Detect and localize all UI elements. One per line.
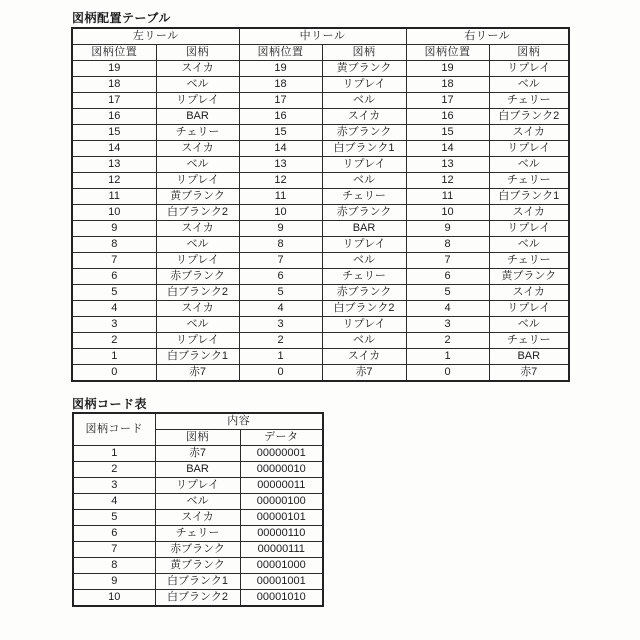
symbol-position-cell: 11 (239, 189, 322, 205)
symbol-cell: スイカ (156, 221, 239, 237)
content-header: 内容 (155, 413, 323, 430)
position-header-right: 図柄位置 (406, 45, 489, 61)
code-cell: 9 (73, 574, 155, 590)
symbol-position-cell: 19 (406, 61, 489, 77)
symbol-header-right: 図柄 (489, 45, 569, 61)
symbol-cell: チェリー (322, 189, 406, 205)
code-header-row-1 (73, 413, 323, 430)
reel-name-row (72, 28, 569, 45)
code-row (73, 478, 323, 494)
symbol-cell: リプレイ (489, 141, 569, 157)
symbol-position-cell: 14 (72, 141, 156, 157)
code-symbol-cell: スイカ (155, 510, 240, 526)
symbol-position-cell: 1 (406, 349, 489, 365)
code-data-cell: 00000010 (240, 462, 323, 478)
code-symbol-cell: 赤ブランク (155, 542, 240, 558)
symbol-cell: スイカ (322, 349, 406, 365)
symbol-cell: スイカ (322, 109, 406, 125)
arrangement-row (72, 333, 569, 349)
symbol-header-middle: 図柄 (322, 45, 406, 61)
symbol-position-cell: 11 (72, 189, 156, 205)
symbol-position-cell: 13 (406, 157, 489, 173)
symbol-cell: 白ブランク2 (489, 109, 569, 125)
symbol-cell: 黄ブランク (156, 189, 239, 205)
arrangement-table (71, 27, 570, 382)
symbol-position-cell: 5 (239, 285, 322, 301)
reel-name-left: 左リール (72, 28, 239, 45)
symbol-cell: 赤ブランク (322, 285, 406, 301)
arrangement-table-body (72, 61, 569, 382)
symbol-cell: BAR (322, 221, 406, 237)
symbol-cell: リプレイ (489, 61, 569, 77)
symbol-cell: 赤7 (156, 365, 239, 382)
symbol-position-cell: 12 (406, 173, 489, 189)
symbol-cell: スイカ (156, 141, 239, 157)
code-cell: 7 (73, 542, 155, 558)
symbol-position-cell: 0 (239, 365, 322, 382)
code-symbol-cell: チェリー (155, 526, 240, 542)
arrangement-row (72, 141, 569, 157)
symbol-cell: スイカ (489, 285, 569, 301)
symbol-position-cell: 0 (72, 365, 156, 382)
arrangement-row (72, 93, 569, 109)
code-symbol-cell: 黄ブランク (155, 558, 240, 574)
symbol-cell: リプレイ (322, 317, 406, 333)
code-row (73, 462, 323, 478)
symbol-position-cell: 17 (406, 93, 489, 109)
symbol-cell: ベル (156, 157, 239, 173)
symbol-cell: 赤7 (489, 365, 569, 382)
symbol-position-cell: 8 (406, 237, 489, 253)
arrangement-row (72, 253, 569, 269)
symbol-cell: 黄ブランク (489, 269, 569, 285)
code-row (73, 510, 323, 526)
code-data-cell: 00000110 (240, 526, 323, 542)
symbol-position-cell: 7 (406, 253, 489, 269)
symbol-position-cell: 1 (72, 349, 156, 365)
code-data-cell: 00000011 (240, 478, 323, 494)
symbol-position-cell: 8 (72, 237, 156, 253)
symbol-position-cell: 6 (406, 269, 489, 285)
symbol-cell: リプレイ (156, 333, 239, 349)
arrangement-row (72, 109, 569, 125)
arrangement-row (72, 61, 569, 77)
symbol-position-cell: 13 (239, 157, 322, 173)
symbol-cell: 赤ブランク (156, 269, 239, 285)
arrangement-row (72, 365, 569, 382)
symbol-position-cell: 6 (72, 269, 156, 285)
symbol-position-cell: 4 (72, 301, 156, 317)
symbol-position-cell: 15 (72, 125, 156, 141)
code-symbol-cell: ベル (155, 494, 240, 510)
code-table-title: 図柄コード表 (72, 397, 148, 411)
code-table-head (73, 413, 323, 446)
code-data-cell: 00000100 (240, 494, 323, 510)
symbol-position-cell: 4 (239, 301, 322, 317)
symbol-position-cell: 10 (72, 205, 156, 221)
symbol-cell: リプレイ (489, 221, 569, 237)
symbol-position-cell: 10 (406, 205, 489, 221)
reel-name-right: 右リール (406, 28, 569, 45)
symbol-cell: リプレイ (489, 301, 569, 317)
symbol-cell: チェリー (489, 253, 569, 269)
arrangement-row (72, 205, 569, 221)
symbol-position-cell: 18 (72, 77, 156, 93)
symbol-position-cell: 12 (239, 173, 322, 189)
symbol-position-cell: 8 (239, 237, 322, 253)
arrangement-row (72, 77, 569, 93)
symbol-cell: 白ブランク2 (156, 285, 239, 301)
symbol-position-cell: 13 (72, 157, 156, 173)
arrangement-table-head (72, 28, 569, 61)
code-cell: 8 (73, 558, 155, 574)
arrangement-row (72, 269, 569, 285)
symbol-cell: リプレイ (322, 157, 406, 173)
code-row (73, 558, 323, 574)
symbol-cell: ベル (489, 157, 569, 173)
code-table (72, 412, 324, 607)
symbol-cell: スイカ (489, 125, 569, 141)
symbol-position-cell: 12 (72, 173, 156, 189)
code-cell: 3 (73, 478, 155, 494)
column-header-row (72, 45, 569, 61)
symbol-cell: チェリー (489, 333, 569, 349)
code-row (73, 574, 323, 590)
symbol-cell: スイカ (156, 61, 239, 77)
symbol-cell: ベル (156, 237, 239, 253)
symbol-position-cell: 3 (239, 317, 322, 333)
code-cell: 2 (73, 462, 155, 478)
symbol-cell: リプレイ (322, 237, 406, 253)
symbol-position-cell: 0 (406, 365, 489, 382)
symbol-position-cell: 19 (239, 61, 322, 77)
symbol-position-cell: 15 (406, 125, 489, 141)
reel-name-middle: 中リール (239, 28, 406, 45)
code-cell: 1 (73, 446, 155, 462)
symbol-position-cell: 2 (406, 333, 489, 349)
symbol-header-left: 図柄 (156, 45, 239, 61)
symbol-cell: ベル (322, 173, 406, 189)
code-symbol-cell: BAR (155, 462, 240, 478)
symbol-position-cell: 6 (239, 269, 322, 285)
arrangement-row (72, 221, 569, 237)
symbol-cell: ベル (489, 317, 569, 333)
arrangement-row (72, 173, 569, 189)
symbol-position-cell: 4 (406, 301, 489, 317)
code-data-cell: 00000001 (240, 446, 323, 462)
symbol-position-cell: 19 (72, 61, 156, 77)
symbol-position-cell: 5 (72, 285, 156, 301)
symbol-cell: 赤ブランク (322, 205, 406, 221)
code-row (73, 542, 323, 558)
arrangement-row (72, 285, 569, 301)
symbol-position-cell: 18 (406, 77, 489, 93)
code-symbol-cell: リプレイ (155, 478, 240, 494)
symbol-position-cell: 15 (239, 125, 322, 141)
code-data-header: データ (240, 430, 323, 446)
symbol-position-cell: 17 (239, 93, 322, 109)
code-row (73, 446, 323, 462)
symbol-position-cell: 2 (239, 333, 322, 349)
symbol-cell: 白ブランク1 (322, 141, 406, 157)
position-header-left: 図柄位置 (72, 45, 156, 61)
arrangement-row (72, 157, 569, 173)
symbol-cell: リプレイ (156, 173, 239, 189)
symbol-position-cell: 10 (239, 205, 322, 221)
code-symbol-header: 図柄 (155, 430, 240, 446)
code-row (73, 494, 323, 510)
arrangement-row (72, 349, 569, 365)
code-symbol-cell: 白ブランク2 (155, 590, 240, 607)
symbol-cell: ベル (156, 317, 239, 333)
symbol-position-cell: 9 (406, 221, 489, 237)
arrangement-table-title: 図柄配置テーブル (72, 11, 171, 25)
symbol-cell: チェリー (156, 125, 239, 141)
code-symbol-cell: 白ブランク1 (155, 574, 240, 590)
symbol-position-cell: 16 (406, 109, 489, 125)
code-cell: 10 (73, 590, 155, 607)
symbol-cell: BAR (489, 349, 569, 365)
symbol-cell: 白ブランク1 (156, 349, 239, 365)
symbol-position-cell: 16 (72, 109, 156, 125)
code-table-body (73, 446, 323, 607)
symbol-cell: スイカ (156, 301, 239, 317)
symbol-position-cell: 5 (406, 285, 489, 301)
code-header: 図柄コード (73, 413, 155, 446)
arrangement-row (72, 237, 569, 253)
code-row (73, 526, 323, 542)
arrangement-row (72, 125, 569, 141)
code-cell: 6 (73, 526, 155, 542)
symbol-cell: リプレイ (156, 253, 239, 269)
code-cell: 5 (73, 510, 155, 526)
symbol-position-cell: 3 (406, 317, 489, 333)
symbol-cell: ベル (489, 77, 569, 93)
code-cell: 4 (73, 494, 155, 510)
symbol-cell: 白ブランク2 (322, 301, 406, 317)
symbol-cell: チェリー (322, 269, 406, 285)
symbol-cell: ベル (322, 253, 406, 269)
arrangement-row (72, 317, 569, 333)
code-data-cell: 00001000 (240, 558, 323, 574)
symbol-position-cell: 14 (406, 141, 489, 157)
symbol-position-cell: 1 (239, 349, 322, 365)
symbol-cell: BAR (156, 109, 239, 125)
symbol-cell: リプレイ (156, 93, 239, 109)
symbol-cell: 白ブランク2 (156, 205, 239, 221)
symbol-cell: リプレイ (322, 77, 406, 93)
symbol-cell: スイカ (489, 205, 569, 221)
arrangement-row (72, 189, 569, 205)
code-data-cell: 00001010 (240, 590, 323, 607)
position-header-middle: 図柄位置 (239, 45, 322, 61)
symbol-position-cell: 7 (72, 253, 156, 269)
symbol-cell: 黄ブランク (322, 61, 406, 77)
symbol-position-cell: 9 (72, 221, 156, 237)
symbol-position-cell: 2 (72, 333, 156, 349)
symbol-position-cell: 16 (239, 109, 322, 125)
code-data-cell: 00001001 (240, 574, 323, 590)
symbol-cell: チェリー (489, 173, 569, 189)
symbol-cell: ベル (489, 237, 569, 253)
symbol-cell: ベル (322, 93, 406, 109)
symbol-cell: 白ブランク1 (489, 189, 569, 205)
code-row (73, 590, 323, 607)
symbol-position-cell: 17 (72, 93, 156, 109)
code-data-cell: 00000101 (240, 510, 323, 526)
symbol-cell: 赤7 (322, 365, 406, 382)
symbol-position-cell: 7 (239, 253, 322, 269)
arrangement-row (72, 301, 569, 317)
symbol-cell: 赤ブランク (322, 125, 406, 141)
symbol-cell: ベル (156, 77, 239, 93)
code-data-cell: 00000111 (240, 542, 323, 558)
symbol-position-cell: 9 (239, 221, 322, 237)
symbol-position-cell: 11 (406, 189, 489, 205)
symbol-position-cell: 14 (239, 141, 322, 157)
symbol-position-cell: 18 (239, 77, 322, 93)
symbol-position-cell: 3 (72, 317, 156, 333)
symbol-cell: ベル (322, 333, 406, 349)
code-symbol-cell: 赤7 (155, 446, 240, 462)
symbol-cell: チェリー (489, 93, 569, 109)
